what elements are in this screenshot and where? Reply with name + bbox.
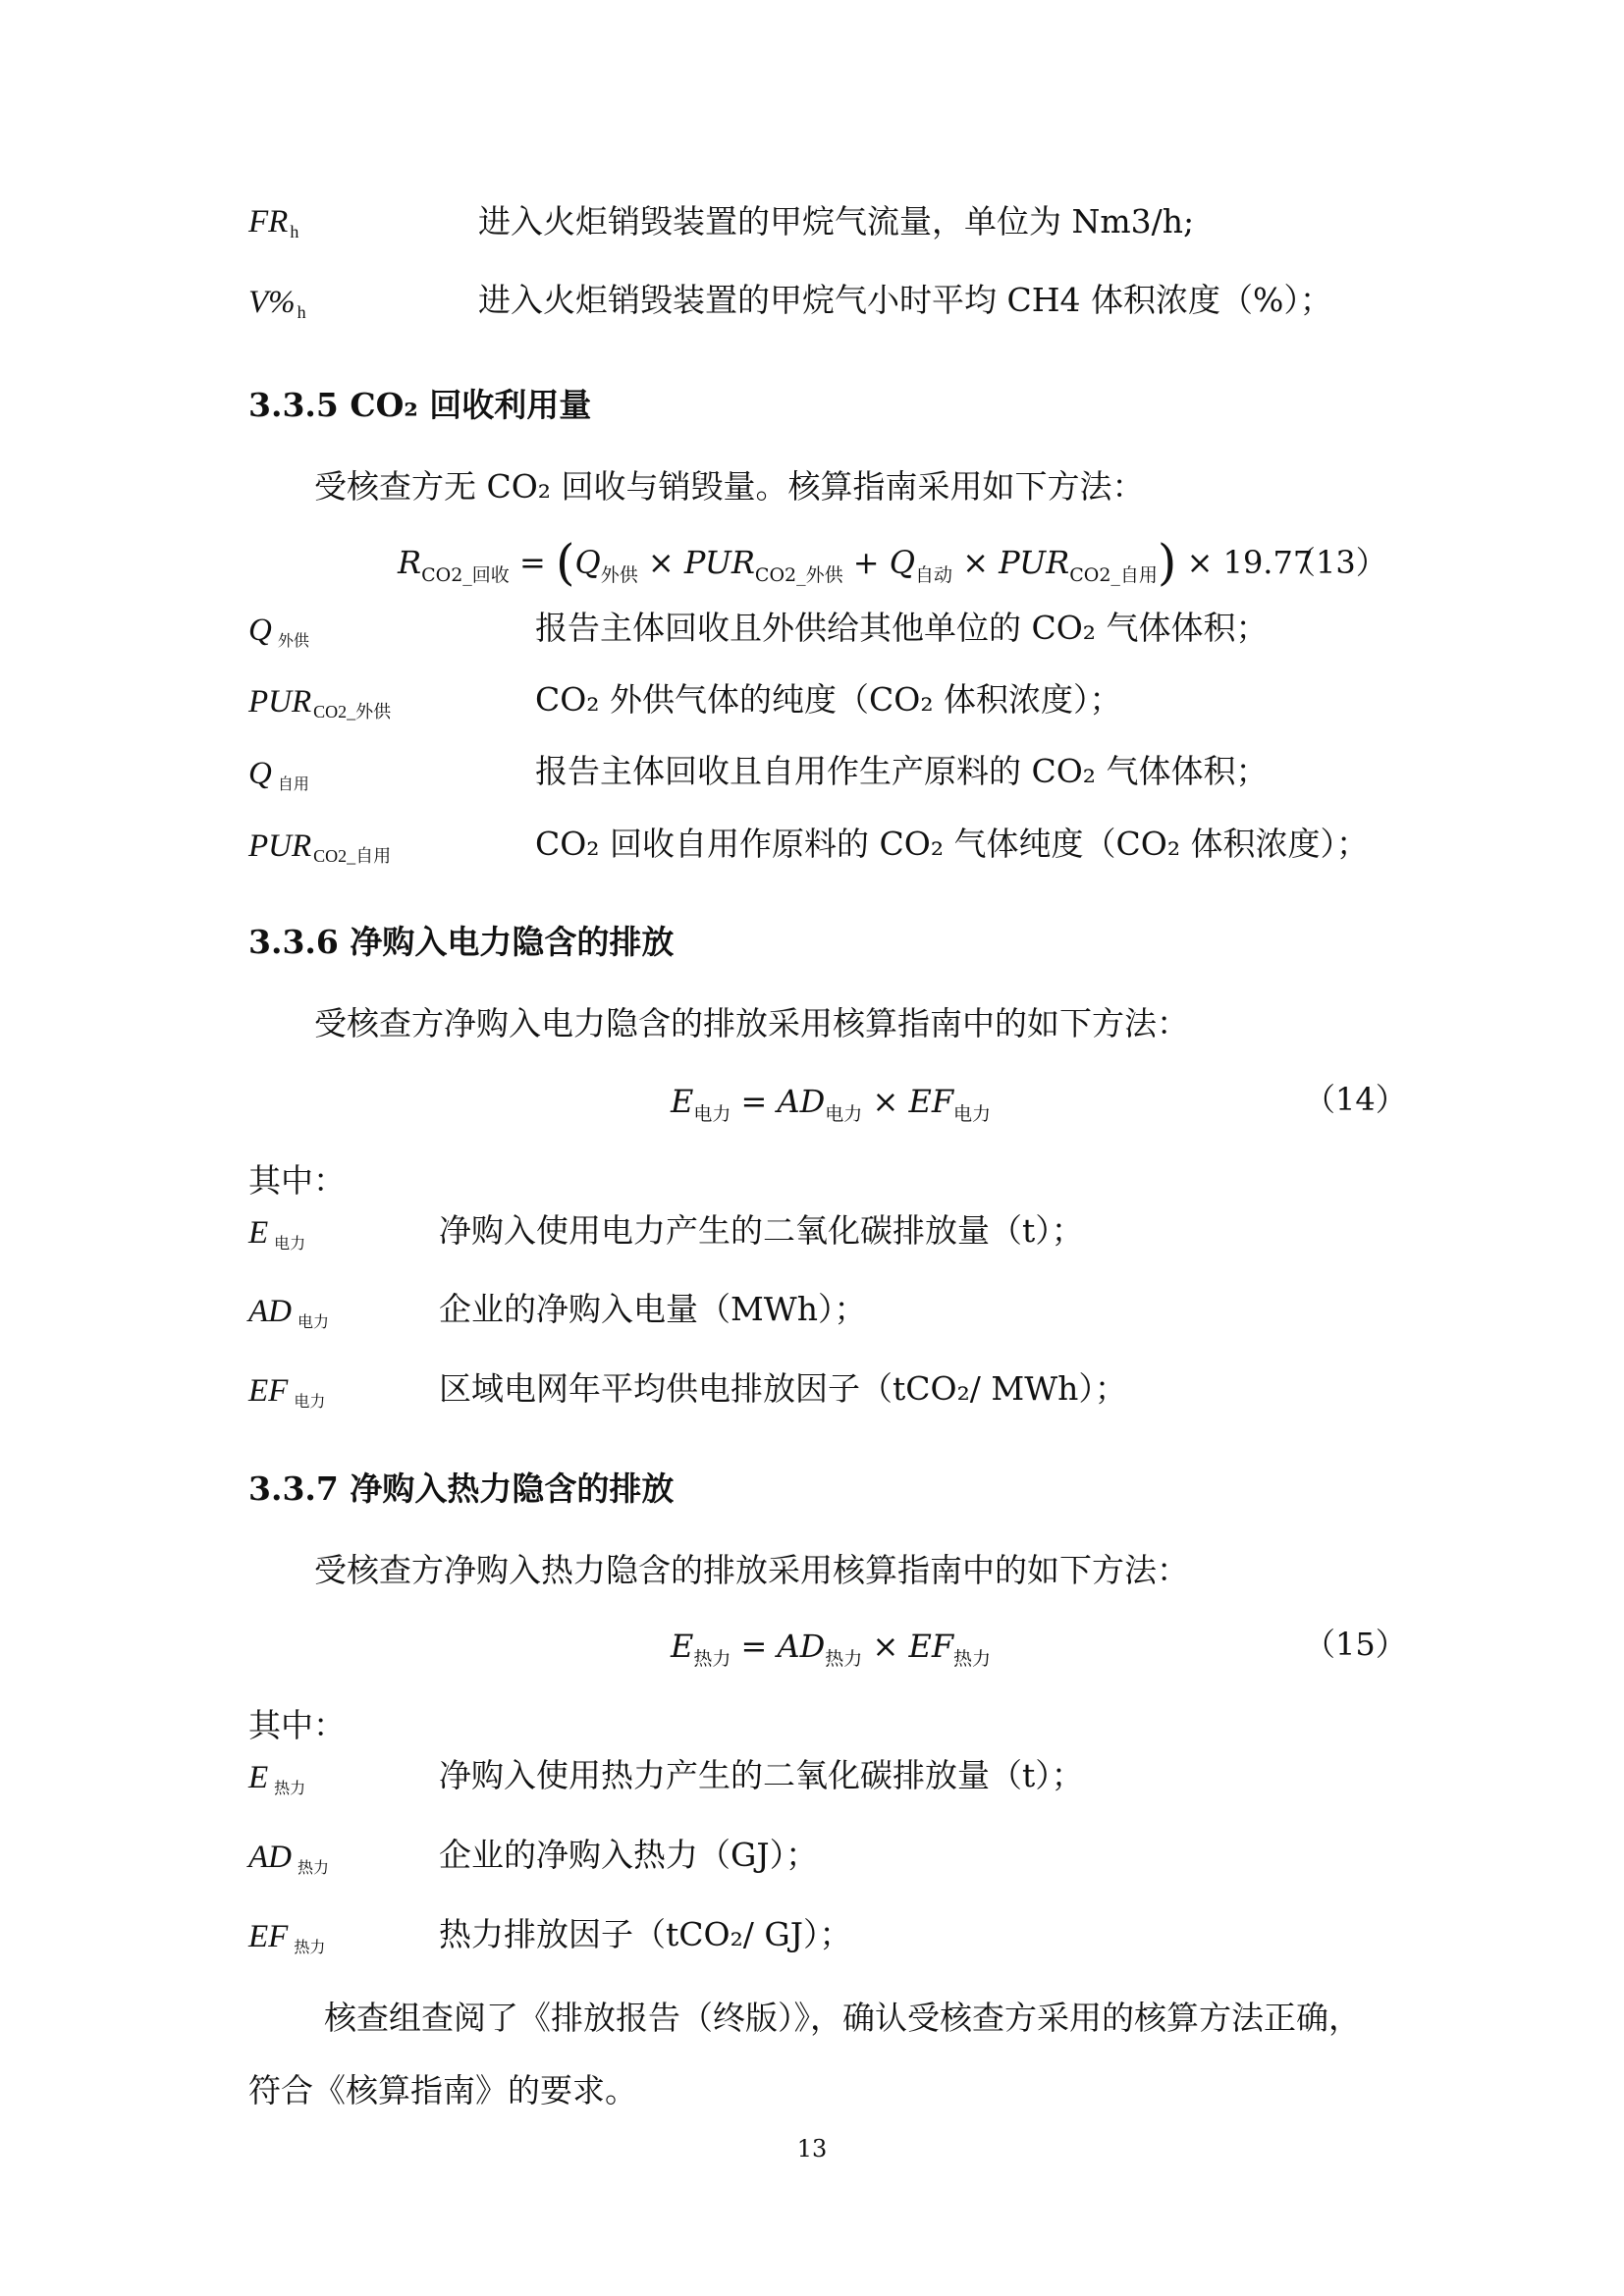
conclusion-line-2: 符合《核算指南》的要求。 [248,2071,637,2109]
equation-number-15: （15） [1304,1626,1407,1663]
section-335-intro: 受核查方无 CO₂ 回收与销毁量。核算指南采用如下方法： [314,467,1145,506]
symbol-ef-heat: EF 热力 [248,1919,326,1956]
definition-ef-heat: 热力排放因子（tCO₂/ GJ）； [439,1915,852,1953]
equation-number-13: （13） [1284,544,1387,581]
conclusion-line-1: 核查组查阅了《排放报告（终版）》，确认受核查方采用的核算方法正确， [324,1999,1361,2037]
formula-15: $E_{热力} = AD_{热力} \times EF_{热力}$ [671,1628,992,1670]
section-336-where: 其中： [248,1161,346,1200]
formula-13: $R_{CO2\_回收} = (Q_{外供} \times PUR_{CO2\_外供} + Q_{自动} \times PUR_{CO2\_自用}) \times 19.77$ [398,534,1314,591]
definition-pur-self: CO₂ 回收自用作原料的 CO₂ 气体纯度（CO₂ 体积浓度）； [535,825,1370,863]
definition-ef-electricity: 区域电网年平均供电排放因子（tCO₂/ MWh）； [439,1369,1127,1408]
section-337-where: 其中： [248,1706,346,1744]
symbol-pur-self: PUR $_{CO2\_自用}$ [248,828,392,866]
definition-q-external: 报告主体回收且外供给其他单位的 CO₂ 气体体积； [535,609,1269,647]
symbol-q-external: Q外供 [248,613,309,650]
symbol-ad-electricity: AD 电力 [248,1294,330,1331]
definition-e-heat: 净购入使用热力产生的二氧化碳排放量（t）； [439,1756,1084,1794]
symbol-pur-external: PUR $_{CO2\_外供}$ [248,684,392,721]
symbol-q-self: Q自用 [248,756,309,793]
section-336-intro: 受核查方净购入电力隐含的排放采用核算指南中的如下方法： [314,1004,1189,1042]
symbol-fr-h: FR $_h$ [248,204,299,241]
definition-e-electricity: 净购入使用电力产生的二氧化碳排放量（t）； [439,1211,1084,1250]
section-337-intro: 受核查方净购入热力隐含的排放采用核算指南中的如下方法： [314,1551,1189,1589]
symbol-e-heat: E热力 [248,1760,306,1797]
definition-fr-h: 进入火炬销毁装置的甲烷气流量，单位为 Nm3/h; [478,202,1195,240]
definition-ad-electricity: 企业的净购入电量（MWh）； [439,1290,867,1328]
symbol-ef-electricity: EF 电力 [248,1373,326,1411]
section-heading-335: 3.3.5 CO₂ 回收利用量 [248,386,592,424]
definition-pur-external: CO₂ 外供气体的纯度（CO₂ 体积浓度）； [535,680,1122,719]
formula-14: $E_{电力} = AD_{电力} \times EF_{电力}$ [671,1083,992,1125]
section-heading-337: 3.3.7 净购入热力隐含的排放 [248,1469,675,1508]
definition-ad-heat: 企业的净购入热力（GJ）； [439,1836,819,1874]
equation-number-14: （14） [1304,1081,1407,1118]
section-heading-336: 3.3.6 净购入电力隐含的排放 [248,923,675,961]
symbol-ad-heat: AD 热力 [248,1840,330,1877]
symbol-v-percent-h: V% $_h$ [248,285,306,322]
definition-q-self: 报告主体回收且自用作生产原料的 CO₂ 气体体积； [535,752,1269,790]
symbol-e-electricity: E电力 [248,1215,306,1253]
definition-v-percent-h: 进入火炬销毁装置的甲烷气小时平均 CH4 体积浓度（%）； [478,281,1332,319]
page-number: 13 [796,2135,828,2163]
